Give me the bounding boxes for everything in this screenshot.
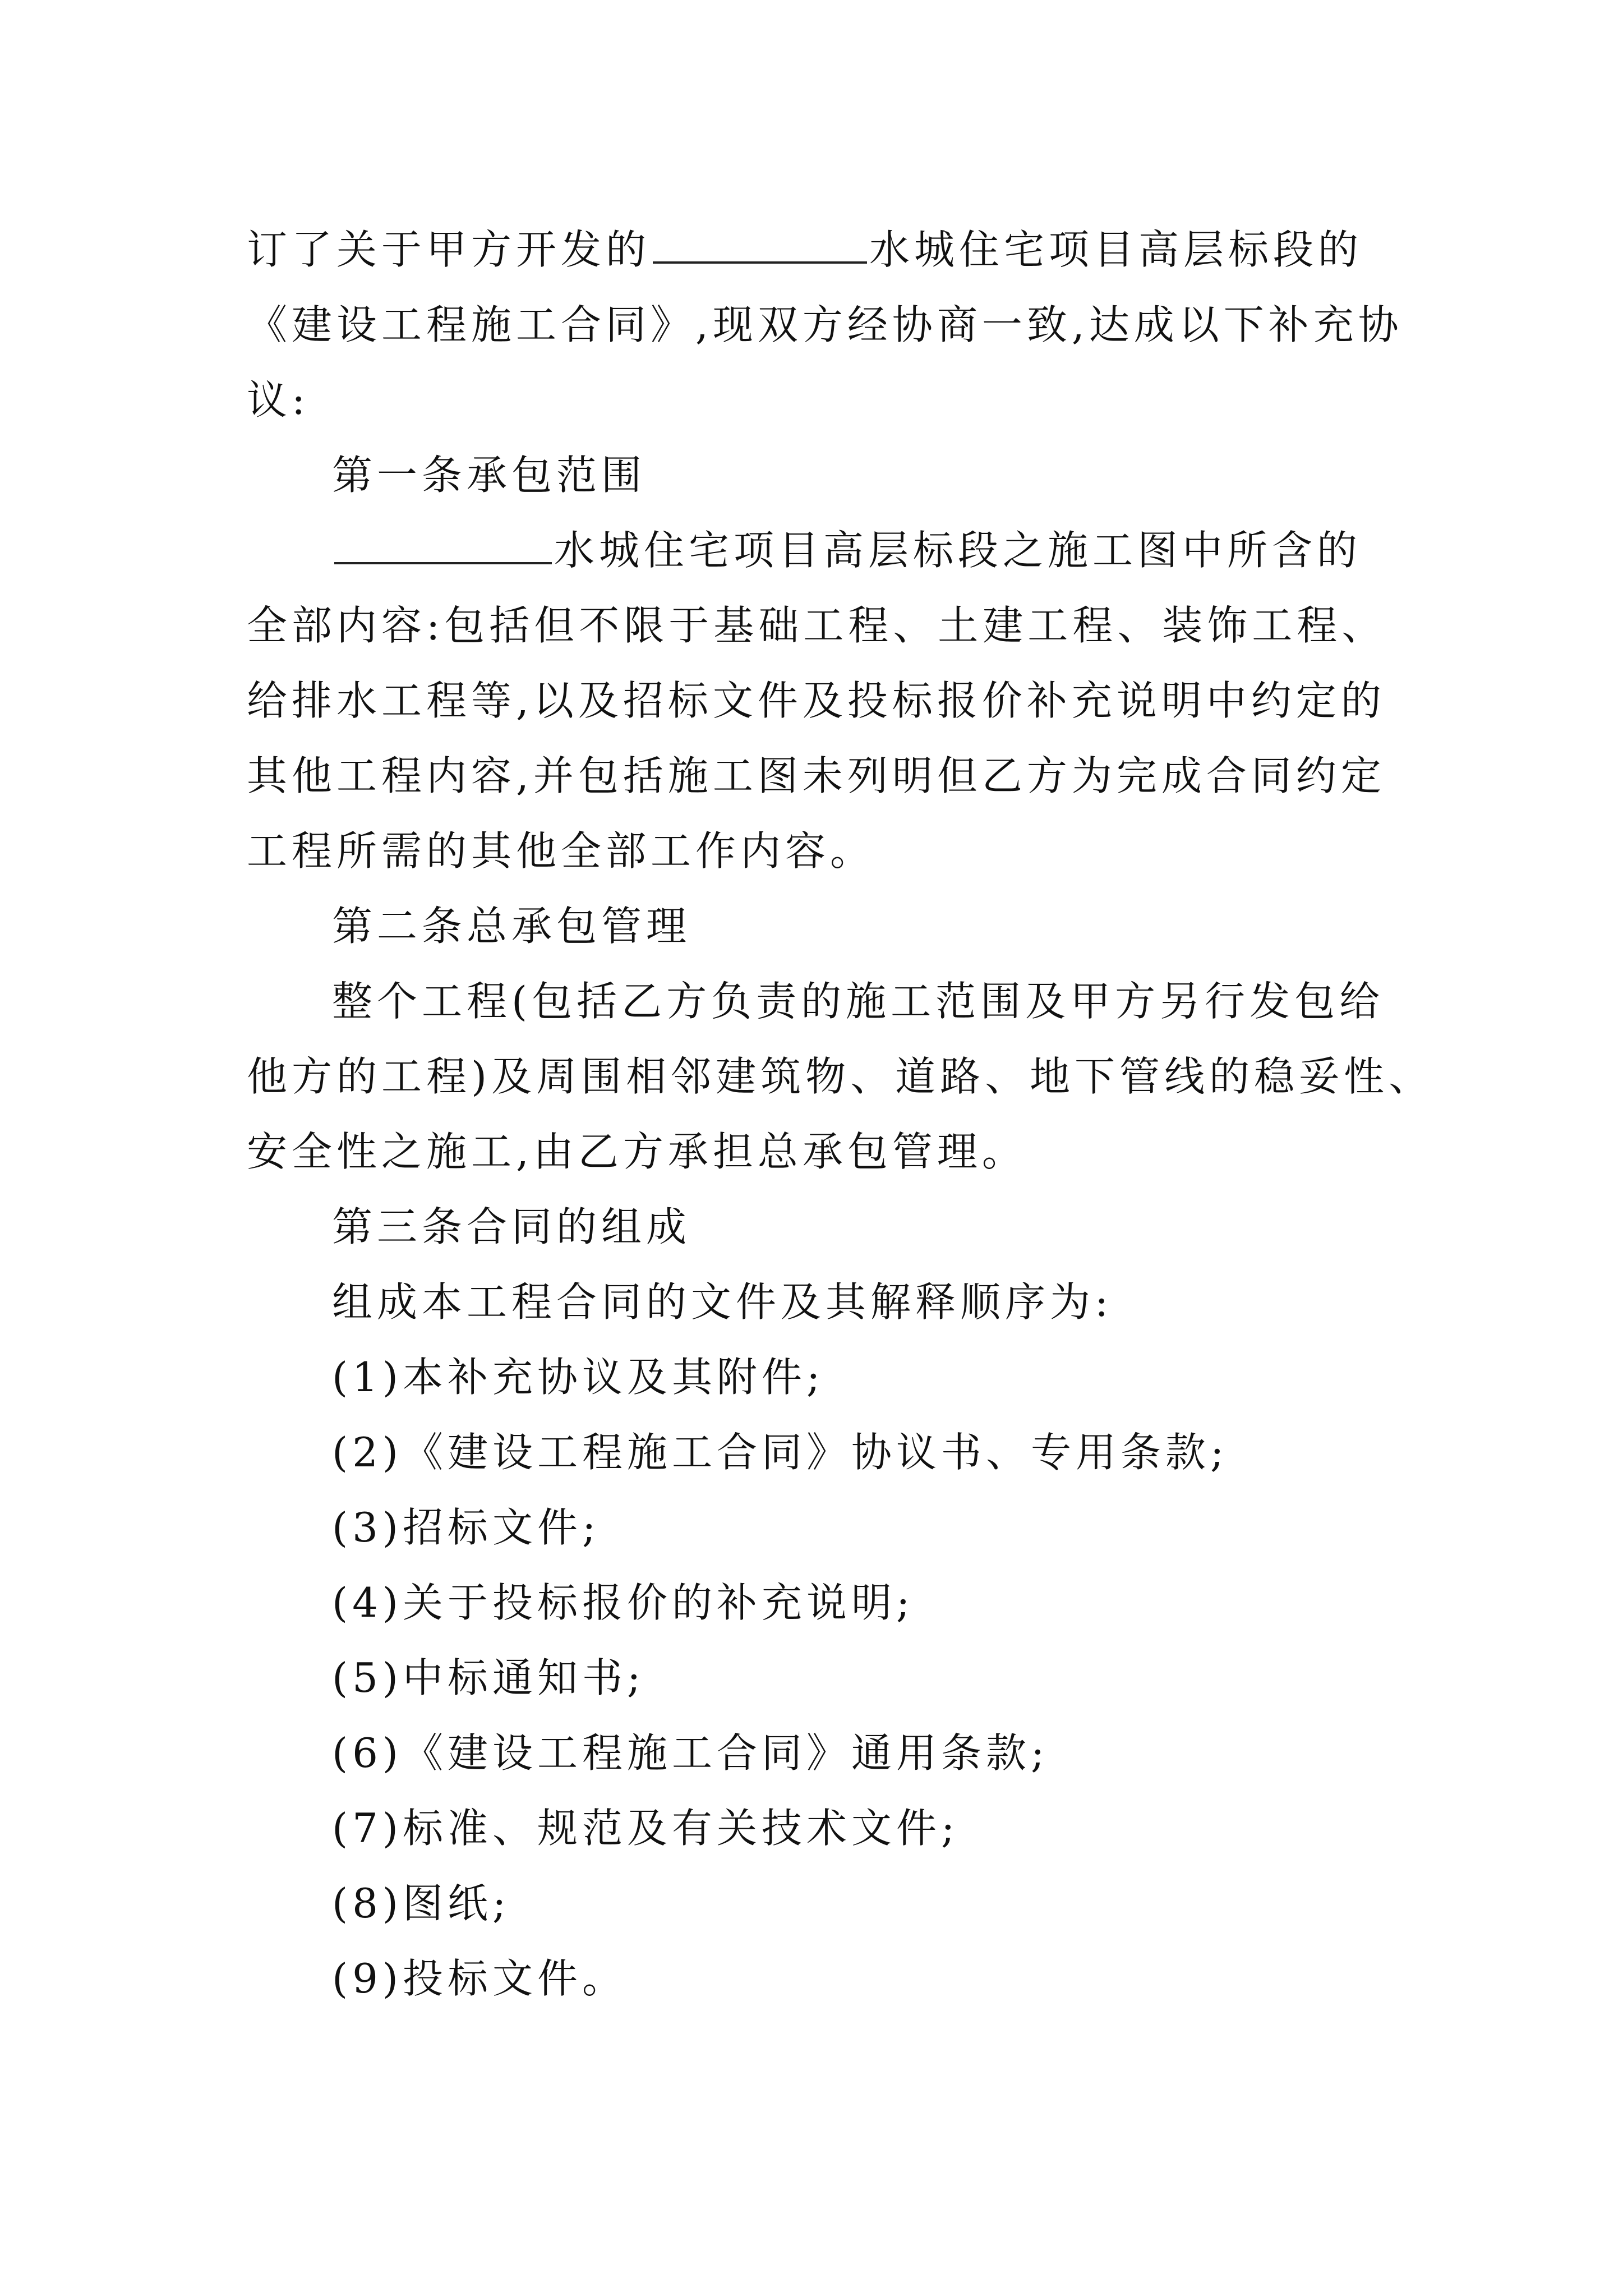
article-2-title: 第二条总承包管理 (332, 903, 691, 950)
paragraph-line: 全部内容:包括但不限于基础工程、土建工程、装饰工程、 (247, 602, 1387, 649)
paragraph-line: 整个工程(包括乙方负责的施工范围及甲方另行发包给 (332, 978, 1385, 1025)
paragraph-text: 订了关于甲方开发的 (247, 226, 651, 273)
paragraph-text: 水城住宅项目高层标段之施工图中所含的 (554, 527, 1362, 574)
document-body (247, 212, 1434, 2016)
list-item: (9)投标文件。 (332, 1955, 627, 2002)
list-item: (8)图纸; (332, 1880, 511, 1927)
paragraph-line (247, 212, 1391, 287)
fill-in-blank (334, 527, 552, 564)
list-item: (7)标准、规范及有关技术文件; (332, 1805, 960, 1852)
list-item: (2)《建设工程施工合同》协议书、专用条款; (332, 1429, 1229, 1476)
list-item: (3)招标文件; (332, 1504, 601, 1551)
paragraph-line: 工程所需的其他全部工作内容。 (247, 827, 875, 875)
fill-in-blank (653, 227, 867, 264)
paragraph-line: 议: (247, 376, 310, 424)
paragraph-text: 水城住宅项目高层标段的 (869, 226, 1363, 273)
paragraph-line: 组成本工程合同的文件及其解释顺序为: (332, 1278, 1113, 1326)
paragraph-line: 《建设工程施工合同》,现双方经协商一致,达成以下补充协 (247, 301, 1403, 348)
paragraph-line: 安全性之施工,由乙方承担总承包管理。 (247, 1128, 1027, 1175)
list-item: (5)中标通知书; (332, 1654, 645, 1701)
list-item: (6)《建设工程施工合同》通用条款; (332, 1729, 1049, 1777)
paragraph-line: 他方的工程)及周围相邻建筑物、道路、地下管线的稳妥性、 (247, 1053, 1434, 1100)
paragraph-line: 给排水工程等,以及招标文件及投标报价补充说明中约定的 (247, 677, 1386, 724)
list-item: (4)关于投标报价的补充说明; (332, 1579, 915, 1626)
paragraph-line: 其他工程内容,并包括施工图未列明但乙方为完成合同约定 (247, 752, 1386, 799)
article-3-title: 第三条合同的组成 (332, 1203, 691, 1250)
list-item: (1)本补充协议及其附件; (332, 1354, 825, 1401)
paragraph-line (247, 513, 1391, 588)
article-1-title: 第一条承包范围 (332, 452, 647, 499)
